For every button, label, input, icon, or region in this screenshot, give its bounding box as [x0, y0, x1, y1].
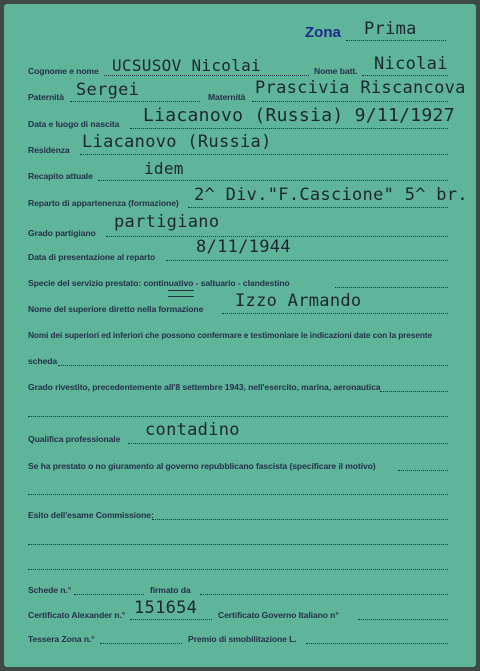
signed-by-label: firmato da: [150, 585, 191, 595]
father-label: Paternità: [28, 92, 64, 102]
birth-line: [130, 128, 448, 129]
service-type-strike-mark: [168, 290, 194, 297]
report-date-value: 8/11/1944: [196, 237, 291, 257]
current-address-value: idem: [144, 159, 184, 178]
report-date-line: [166, 260, 448, 261]
profession-line: [128, 443, 448, 444]
superior-value: Izzo Armando: [235, 291, 362, 311]
commission-line-1: [152, 519, 448, 520]
mother-label: Maternità: [208, 92, 246, 102]
commission-line-3: [28, 569, 448, 570]
scheda-label: scheda: [28, 356, 58, 366]
service-type-label: Specie del servizio prestato: continuativo - saltuario - clandestino: [28, 278, 290, 288]
surname-name-value: UCSUSOV Nicolai: [112, 56, 261, 75]
surname-name-label: Cognome e nome: [28, 66, 99, 76]
mother-value: Prascivia Riscancova: [255, 78, 466, 98]
superiors-list-line: [58, 365, 448, 366]
oath-line-2: [28, 494, 448, 495]
unit-label: Reparto di appartenenza (formazione): [28, 198, 179, 208]
zone-card-label: Tessera Zona n.°: [28, 634, 95, 644]
unit-value: 2^ Div."F.Cascione" 5^ br.: [194, 185, 468, 205]
demob-label: Premio di smobilitazione L.: [188, 634, 297, 644]
battle-name-line: [362, 75, 448, 76]
superior-line: [222, 313, 448, 314]
profession-label: Qualifica professionale: [28, 434, 121, 444]
zone-value: Prima: [364, 19, 417, 39]
previous-rank-line-1: [380, 391, 448, 392]
battle-name-label: Nome batt.: [314, 66, 358, 76]
partisan-rank-value: partigiano: [114, 212, 220, 232]
demob-line: [306, 643, 448, 644]
signed-by-line: [200, 594, 448, 595]
commission-label: Esito dell'esame Commissione:: [28, 510, 154, 520]
father-value: Sergei: [76, 80, 140, 100]
alexander-line: [130, 619, 212, 620]
scheda-no-line: [74, 594, 144, 595]
birth-value: Liacanovo (Russia) 9/11/1927: [143, 105, 455, 126]
mother-line: [252, 101, 448, 102]
partisan-rank-label: Grado partigiano: [28, 228, 96, 238]
previous-rank-label: Grado rivestito, precedentemente all'8 settembre 1943, nell'esercito, marina, aeronautica: [28, 382, 381, 392]
birth-label: Data e luogo di nascita: [28, 119, 120, 129]
father-line: [70, 101, 200, 102]
gov-cert-line: [358, 619, 448, 620]
gov-cert-label: Certificato Governo Italiano n°: [218, 610, 339, 620]
battle-name-value: Nicolai: [374, 54, 448, 74]
unit-line: [188, 207, 448, 208]
alexander-value: 151654: [134, 598, 198, 618]
superior-label: Nome del superiore diretto nella formazione: [28, 304, 204, 314]
commission-line-2: [28, 544, 448, 545]
oath-line-1: [398, 470, 448, 471]
scheda-no-label: Schede n.°: [28, 585, 72, 595]
oath-label: Se ha prestato o no giuramento al governo repubblicano fascista (specificare il motivo): [28, 461, 376, 471]
zone-card-line: [100, 643, 182, 644]
residence-label: Residenza: [28, 145, 70, 155]
zone-line: [346, 40, 446, 41]
residence-value: Liacanovo (Russia): [82, 132, 272, 152]
current-address-line: [98, 180, 448, 181]
service-type-line: [335, 287, 448, 288]
alexander-label: Certificato Alexander n.°: [28, 610, 126, 620]
superiors-list-label: Nomi dei superiori ed inferiori che possono confermare e testimoniare le indicazioni date con la presente: [28, 330, 432, 340]
profession-value: contadino: [145, 420, 240, 440]
report-date-label: Data di presentazione al reparto: [28, 252, 156, 262]
zone-label: Zona: [305, 24, 341, 41]
surname-name-line: [104, 75, 309, 76]
current-address-label: Recapito attuale: [28, 171, 93, 181]
previous-rank-line-2: [28, 416, 448, 417]
residence-line: [80, 154, 448, 155]
